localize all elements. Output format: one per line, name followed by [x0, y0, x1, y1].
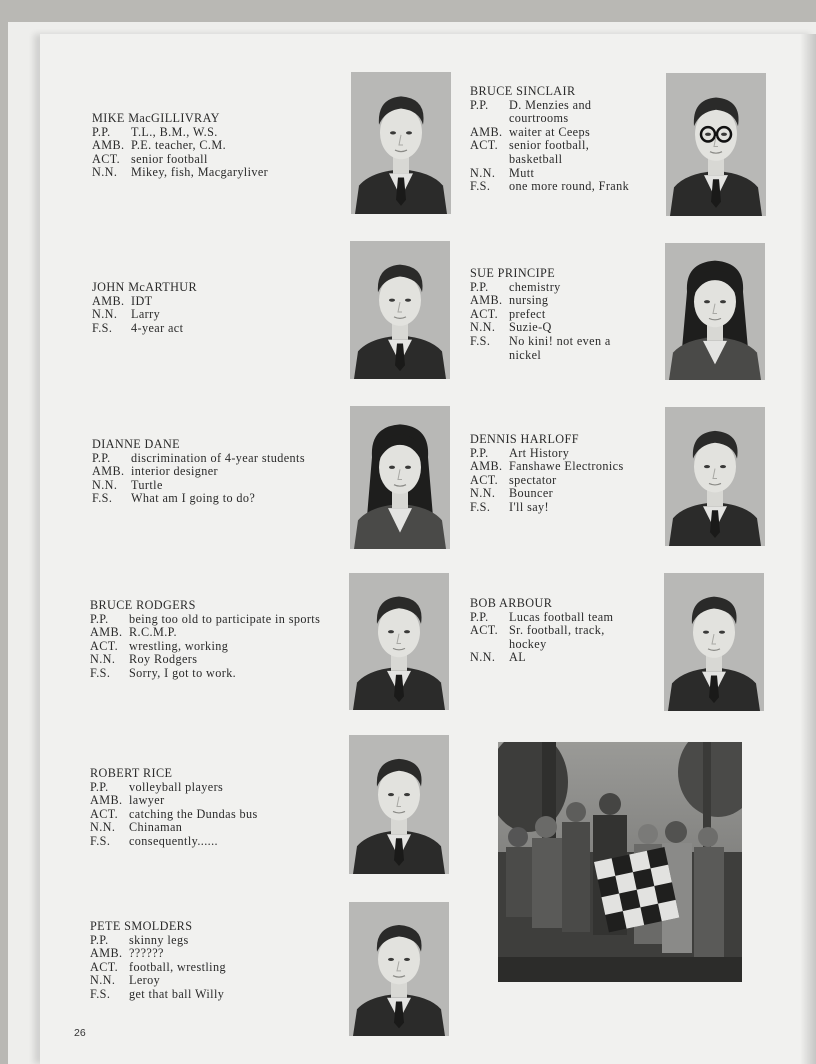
info-label: P.P. — [470, 445, 489, 460]
info-value: Lucas football team — [509, 609, 614, 624]
info-row — [90, 667, 342, 681]
info-row — [470, 321, 640, 335]
portrait-image — [349, 902, 449, 1036]
student-name: BRUCE RODGERS — [90, 598, 196, 612]
info-label: N.N. — [470, 320, 496, 335]
info-label: F.S. — [90, 986, 111, 1001]
info-value: Sr. football, track, hockey — [509, 623, 605, 651]
info-label: P.P. — [470, 609, 489, 624]
info-value: I'll say! — [509, 499, 549, 514]
info-label: N.N. — [90, 973, 116, 988]
student-entry — [92, 281, 332, 335]
info-value: discrimination of 4-year students — [131, 450, 305, 465]
info-label: ACT. — [470, 472, 499, 487]
group-photo — [498, 742, 742, 982]
info-label: F.S. — [470, 333, 491, 348]
student-photo — [349, 902, 449, 1036]
student-name: PETE SMOLDERS — [90, 919, 193, 933]
info-row — [470, 611, 645, 625]
info-row — [92, 126, 332, 140]
info-label: AMB. — [470, 459, 503, 474]
info-value: R.C.M.P. — [129, 625, 177, 640]
portrait-image — [665, 243, 765, 380]
info-row — [90, 947, 330, 961]
info-label: ACT. — [470, 138, 499, 153]
info-value: Larry — [131, 307, 161, 322]
info-value: T.L., B.M., W.S. — [131, 124, 218, 139]
info-row — [90, 626, 342, 640]
info-label: P.P. — [92, 124, 111, 139]
info-value: IDT — [131, 293, 153, 308]
info-label: N.N. — [470, 486, 496, 501]
info-value: consequently...... — [129, 833, 218, 848]
student-entry — [90, 920, 330, 1002]
info-value: wrestling, working — [129, 638, 229, 653]
info-value: Bouncer — [509, 486, 554, 501]
student-entry — [90, 767, 330, 849]
portrait-image — [665, 407, 765, 546]
info-value: skinny legs — [129, 932, 189, 947]
info-label: AMB. — [90, 625, 123, 640]
info-value: D. Menzies and courtrooms — [509, 97, 592, 126]
student-photo — [349, 735, 449, 874]
info-label: N.N. — [470, 650, 496, 665]
info-value: being too old to participate in sports — [129, 611, 321, 626]
info-row — [90, 653, 342, 667]
info-value: prefect — [509, 306, 546, 321]
info-value: get that ball Willy — [129, 986, 225, 1001]
info-row — [92, 166, 332, 180]
info-label: P.P. — [90, 779, 109, 794]
info-row — [470, 501, 640, 515]
portrait-image — [350, 241, 450, 379]
page-number: 26 — [74, 1027, 86, 1039]
info-row — [90, 934, 330, 948]
info-value: 4-year act — [131, 320, 184, 335]
student-name: JOHN McARTHUR — [92, 280, 198, 294]
info-label: ACT. — [470, 306, 499, 321]
info-row — [470, 308, 640, 322]
student-photo — [350, 406, 450, 549]
info-row — [470, 651, 645, 665]
info-row — [90, 835, 330, 849]
student-entry — [92, 112, 332, 180]
student-entry — [470, 85, 630, 194]
student-photo — [664, 573, 764, 711]
info-row — [470, 460, 640, 474]
info-value: chemistry — [509, 279, 561, 294]
info-label: P.P. — [92, 450, 111, 465]
student-name: DIANNE DANE — [92, 437, 181, 451]
info-row — [470, 294, 640, 308]
info-row — [92, 492, 332, 506]
info-row — [90, 808, 330, 822]
student-entry — [92, 438, 332, 506]
student-name: BOB ARBOUR — [470, 596, 553, 610]
info-value: Fanshawe Electronics — [509, 459, 624, 474]
portrait-image — [666, 73, 766, 216]
info-row — [92, 479, 332, 493]
student-name: ROBERT RICE — [90, 766, 173, 780]
info-value: senior football — [131, 151, 208, 166]
info-value: Mikey, fish, Macgaryliver — [131, 165, 269, 180]
student-name: DENNIS HARLOFF — [470, 432, 579, 446]
info-label: N.N. — [90, 820, 116, 835]
info-label: ACT. — [90, 638, 119, 653]
info-row — [92, 465, 332, 479]
info-label: F.S. — [92, 491, 113, 506]
info-label: ACT. — [90, 959, 119, 974]
student-photo — [350, 241, 450, 379]
info-value: volleyball players — [129, 779, 224, 794]
info-label: ACT. — [470, 623, 499, 638]
info-label: P.P. — [90, 611, 109, 626]
info-row — [470, 474, 640, 488]
info-label: P.P. — [470, 97, 489, 112]
info-label: P.P. — [470, 279, 489, 294]
portrait-image — [349, 735, 449, 874]
page-gutter-shadow — [800, 34, 816, 1064]
student-photo — [349, 573, 449, 710]
info-value: Roy Rodgers — [129, 652, 198, 667]
info-value: AL — [509, 650, 527, 665]
info-value: Turtle — [131, 477, 163, 492]
info-label: AMB. — [90, 793, 123, 808]
info-label: AMB. — [470, 293, 503, 308]
info-label: AMB. — [92, 293, 125, 308]
info-value: What am I going to do? — [131, 491, 256, 506]
info-label: ACT. — [90, 806, 119, 821]
info-row — [92, 139, 332, 153]
info-label: AMB. — [470, 124, 503, 139]
info-row — [470, 126, 630, 140]
portrait-image — [349, 573, 449, 710]
info-label: ACT. — [92, 151, 121, 166]
info-row — [90, 781, 330, 795]
info-label: N.N. — [90, 652, 116, 667]
student-entry — [470, 433, 640, 515]
info-row — [470, 167, 630, 181]
student-photo — [665, 243, 765, 380]
student-name: SUE PRINCIPE — [470, 266, 556, 280]
info-row — [90, 974, 330, 988]
info-label: N.N. — [470, 165, 496, 180]
info-value: Leroy — [129, 973, 161, 988]
info-value: catching the Dundas bus — [129, 806, 258, 821]
info-row — [470, 99, 630, 126]
info-label: AMB. — [92, 464, 125, 479]
info-value: waiter at Ceeps — [509, 124, 591, 139]
info-value: Mutt — [509, 165, 535, 180]
info-value: Sorry, I got to work. — [129, 665, 237, 680]
portrait-image — [664, 573, 764, 711]
info-row — [92, 322, 332, 336]
info-label: F.S. — [470, 499, 491, 514]
info-value: one more round, Frank — [509, 179, 630, 194]
info-row — [470, 139, 630, 166]
info-label: AMB. — [92, 138, 125, 153]
info-row — [470, 281, 640, 295]
info-value: ?????? — [129, 946, 164, 961]
info-row — [90, 821, 330, 835]
info-value: interior designer — [131, 464, 219, 479]
info-value: No kini! not even a nickel — [509, 333, 611, 362]
info-row — [92, 452, 332, 466]
student-entry — [470, 597, 645, 665]
info-row — [90, 640, 342, 654]
info-label: F.S. — [470, 179, 491, 194]
info-value: spectator — [509, 472, 557, 487]
info-row — [90, 988, 330, 1002]
info-row — [92, 153, 332, 167]
student-photo — [666, 73, 766, 216]
student-name: MIKE MacGILLIVRAY — [92, 111, 220, 125]
info-row — [90, 961, 330, 975]
student-photo — [351, 72, 451, 214]
info-value: Art History — [509, 445, 570, 460]
info-row — [470, 624, 645, 651]
info-label: F.S. — [92, 320, 113, 335]
info-row — [470, 335, 640, 362]
info-label: N.N. — [92, 477, 118, 492]
portrait-image — [351, 72, 451, 214]
info-value: nursing — [509, 293, 549, 308]
group-photo-image — [498, 742, 742, 982]
info-label: F.S. — [90, 833, 111, 848]
info-value: senior football, basketball — [509, 138, 590, 166]
info-value: Chinaman — [129, 820, 183, 835]
info-value: Suzie-Q — [509, 320, 552, 335]
info-label: F.S. — [90, 665, 111, 680]
info-row — [92, 308, 332, 322]
info-row — [90, 794, 330, 808]
info-value: football, wrestling — [129, 959, 226, 974]
info-row — [470, 180, 630, 194]
portrait-image — [350, 406, 450, 549]
info-row — [90, 613, 342, 627]
info-label: N.N. — [92, 307, 118, 322]
info-label: N.N. — [92, 165, 118, 180]
info-row — [470, 487, 640, 501]
info-value: lawyer — [129, 793, 165, 808]
student-photo — [665, 407, 765, 546]
info-label: AMB. — [90, 946, 123, 961]
student-name: BRUCE SINCLAIR — [470, 84, 576, 98]
student-entry — [470, 267, 640, 362]
info-value: P.E. teacher, C.M. — [131, 138, 227, 153]
info-row — [92, 295, 332, 309]
info-label: P.P. — [90, 932, 109, 947]
info-row — [470, 447, 640, 461]
student-entry — [90, 599, 342, 681]
